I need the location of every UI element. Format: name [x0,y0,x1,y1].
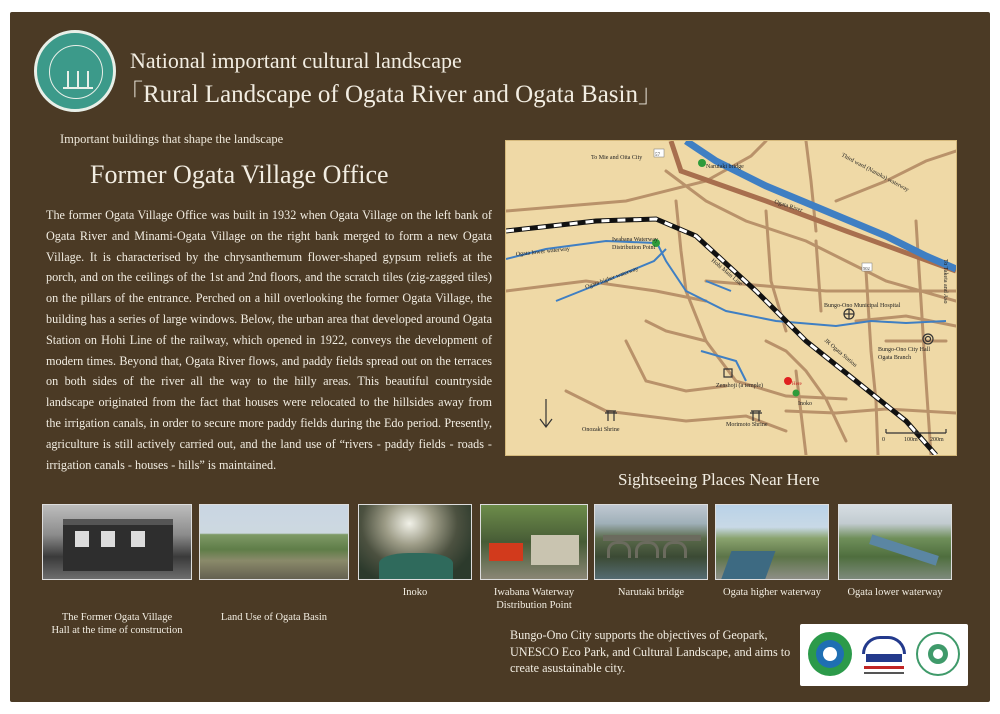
map-label-zenshoji: Zenshoji (a temple) [716,383,763,389]
photo-narutaki-bridge [594,504,708,580]
caption-land-use: Land Use of Ogata Basin [220,612,328,623]
sightseeing-heading: Sightseeing Places Near Here [618,470,820,489]
map-label-onozaki: Onozaki Shrine [582,427,620,433]
map-label-ogata-river: Ogata River [773,199,803,214]
map-label-third-ward: Third ward (Nanuka) waterway [840,152,910,194]
map-label-iwabana-1: Iwabana Waterway [612,237,658,243]
article-body: The former Ogata Village Office was built in 1932 when Ogata Village on the left bank of Ogata River and Minami-Ogata Village on the right bank merged to form a new Ogata Village. It is characterised by the chrysanthemum flower-shaped gypsum reliefs at the porch, and on the ceilings of the 1st and 2nd floors, and the scratch tiles (zig-zagged tiles) on the pillars of the entrance. Perched on a hill overlooking the former Ogata Village, the building has a series of large windows. Below, the urban area that developed around Ogata Station on Hohi Line of the railway, which opened in 1922, conveys the development of modern times. Beyond that, Ogata River flows, and paddy fields spread out on the terraces on both sides of the river all the way to the hilly areas. This beautiful countryside landscape originated from the fact that houses were relocated to the hillsides away from the irrigation canals, in order to secure more paddy fields during the Edo period. Presently, agriculture is still actively carried out, and the land use of “rivers - paddy fields - roads - irrigation canals - houses - hills” is maintained. [46,208,492,472]
narutaki-marker [698,159,706,167]
area-map [505,140,957,456]
inoko-marker [793,390,800,397]
map-scale-0: 0 [882,437,885,443]
map-label-iwabana-2: Distribution Point [612,245,656,251]
photo-former-village-hall [42,504,192,580]
caption-former-village-hall: The Former Ogata Village Hall at the time of construction [51,612,183,636]
map-label-inoko: Inoko [798,401,812,407]
photo-iwabana [480,504,588,580]
map-label-morimoto: Morimoto Shrine [726,422,768,428]
map-label-cityhall-1: Bungo-Ono City Hall [878,347,930,353]
photo-land-use [199,504,349,580]
cultural-landscape-emblem [34,30,116,112]
map-scale-200: 200m [930,437,944,443]
map-label-station: JR Ogata Station [822,337,858,369]
map-label-higher-waterway: Ogata higher waterway [584,266,640,291]
map-label-mie-oita: To Mie and Oita City [591,155,643,161]
map-label-lower-waterway: Ogata lower waterway [515,246,571,258]
photo-higher-waterway [715,504,829,580]
article-heading: Former Ogata Village Office [90,160,389,189]
caption-higher-waterway: Ogata higher waterway [723,587,821,598]
caption-inoko: Inoko [402,587,428,598]
sobo-katamuki-okue-biosphere-reserve-logo [914,630,962,678]
page-title-line1: National important cultural landscape [130,48,462,73]
caption-narutaki-bridge: Narutaki bridge [617,587,685,598]
map-label-here: Here [792,382,802,387]
page-subtitle: Important buildings that shape the landscape [60,132,284,146]
map-label-hospital: Bungo-Ono Municipal Hospital [824,303,901,309]
map-label-cityhall-2: Ogata Branch [878,355,912,361]
geoparks-japan-logo [806,630,854,678]
here-marker [784,377,792,385]
map-label-hohi-line: Hohi Main Line [709,257,744,288]
route-57-label: 57 [655,153,660,158]
photo-lower-waterway [838,504,952,580]
caption-iwabana: Iwabana Waterway Distribution Point [493,587,575,611]
map-label-taketa-aso: To Taketa and Aso [942,259,948,304]
support-statement: Bungo-Ono City supports the objectives of Geopark, UNESCO Eco Park, and Cultural Landscape, and aims to create asustainable city. [510,628,791,675]
map-scale-100: 100m [904,437,918,443]
map-label-narutaki: Narutaki bridge [706,164,744,170]
photo-inoko [358,504,472,580]
logo-panel [800,624,968,686]
caption-lower-waterway: Ogata lower waterway [847,587,943,598]
oita-bungo-ono-geopark-logo [860,630,908,678]
route-502-label: 502 [863,266,870,271]
page-title-line2: 「Rural Landscape of Ogata River and Ogata Basin」 [118,81,663,108]
